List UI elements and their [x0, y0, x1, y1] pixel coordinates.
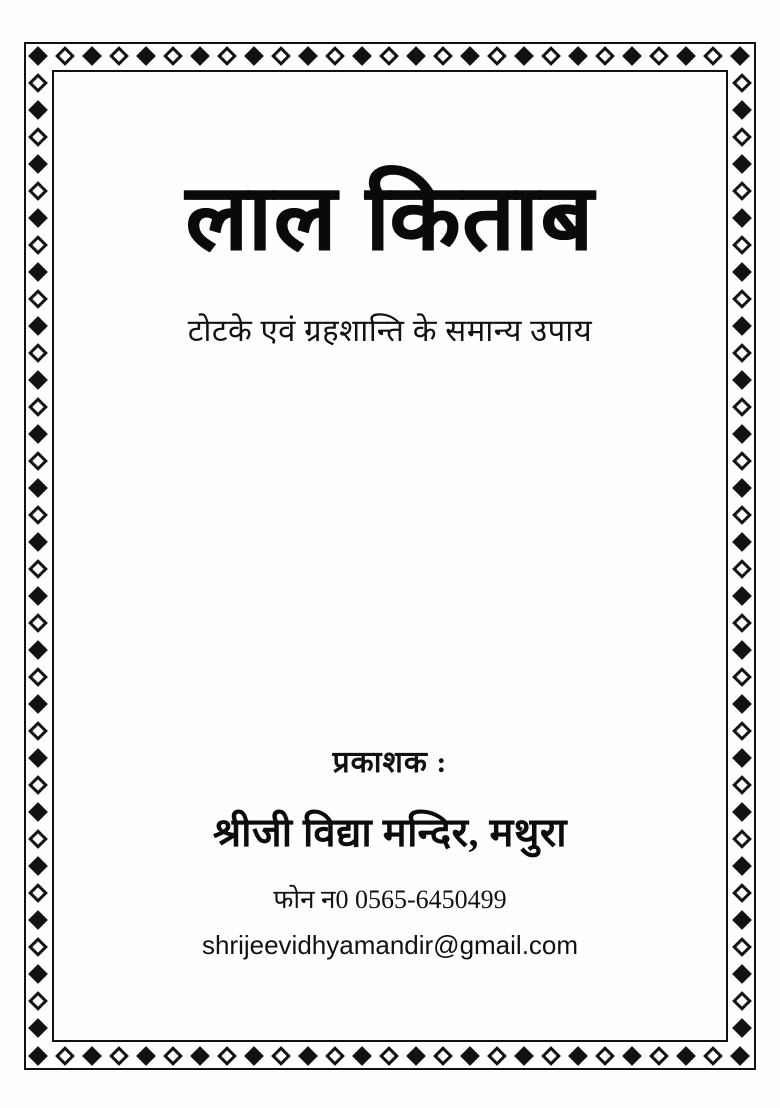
publisher-phone: फोन न0 0565-6450499 [273, 885, 507, 914]
publisher-name: श्रीजी विद्या मन्दिर, मथुरा [212, 810, 568, 855]
book-title: लाल किताब [185, 167, 595, 269]
publisher-block [60, 740, 720, 961]
book-subtitle: टोटके एवं ग्रहशान्ति के समान्य उपाय [187, 312, 593, 348]
cover-content [60, 80, 720, 1032]
publisher-email: shrijeevidhyamandir@gmail.com [201, 930, 579, 960]
publisher-label: प्रकाशक : [332, 746, 448, 779]
